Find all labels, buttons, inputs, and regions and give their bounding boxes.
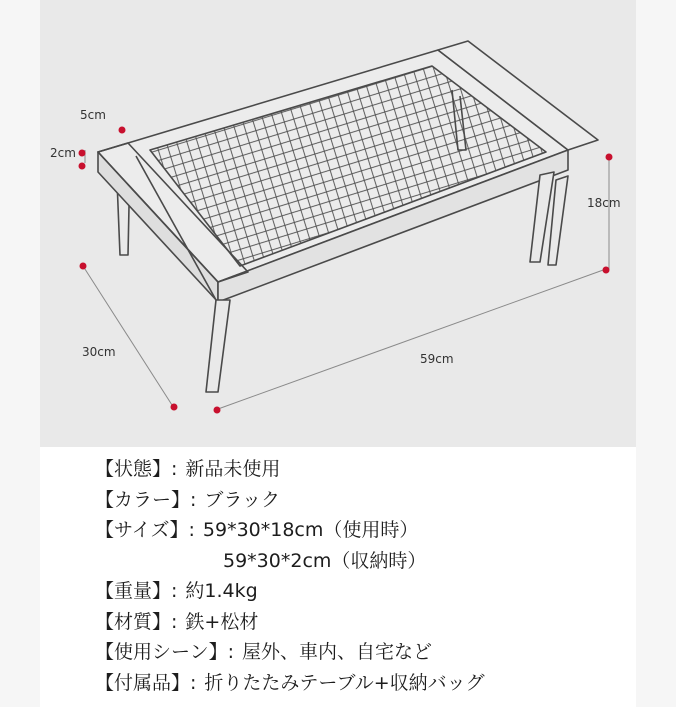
marker-leg-width	[119, 127, 126, 134]
spec-label: 【カラー】:	[95, 488, 197, 511]
spec-label: 【状態】:	[95, 458, 178, 480]
spec-value: 59*30*2cm（収納時）	[223, 549, 427, 572]
spec-value: 折りたたみテーブル+収納バッグ	[204, 671, 485, 694]
spec-size	[95, 515, 635, 546]
spec-condition	[95, 454, 635, 485]
marker-length-end	[603, 267, 610, 274]
spec-label: 【使用シーン】:	[95, 641, 235, 663]
marker-height-top	[606, 154, 613, 161]
spec-value: 59*30*18cm（使用時）	[202, 519, 419, 541]
leg-width-label: 5cm	[80, 108, 106, 122]
front-left-leg	[206, 300, 230, 392]
marker-depth-start	[80, 263, 87, 270]
marker-depth-end	[171, 404, 178, 411]
spec-value: 新品未使用	[185, 458, 281, 480]
length-guide-line	[218, 269, 606, 409]
spec-color	[95, 485, 635, 516]
spec-label: 【付属品】:	[95, 671, 197, 694]
spec-list	[95, 454, 635, 698]
folded-height-label: 2cm	[50, 146, 76, 160]
spec-label: 【サイズ】:	[95, 519, 195, 541]
spec-value: 鉄+松材	[185, 610, 259, 633]
spec-label: 【材質】:	[95, 610, 178, 633]
spec-material	[95, 607, 635, 638]
folding-table-drawing	[40, 0, 636, 447]
marker-thickness-top	[79, 150, 86, 157]
height-label: 18cm	[587, 196, 621, 210]
spec-value: 約1.4kg	[185, 580, 258, 602]
spec-size-folded	[95, 546, 635, 577]
spec-usage	[95, 637, 635, 668]
marker-thickness-bottom	[79, 163, 86, 170]
spec-accessories	[95, 668, 635, 699]
table-dimension-diagram	[40, 0, 636, 447]
spec-label: 【重量】:	[95, 580, 178, 602]
marker-length-start	[214, 407, 221, 414]
spec-value: ブラック	[204, 488, 281, 511]
depth-guide-line	[83, 266, 172, 405]
spec-weight	[95, 576, 635, 607]
depth-label: 30cm	[82, 345, 116, 359]
length-label: 59cm	[420, 352, 454, 366]
spec-value: 屋外、車内、自宅など	[242, 641, 433, 663]
